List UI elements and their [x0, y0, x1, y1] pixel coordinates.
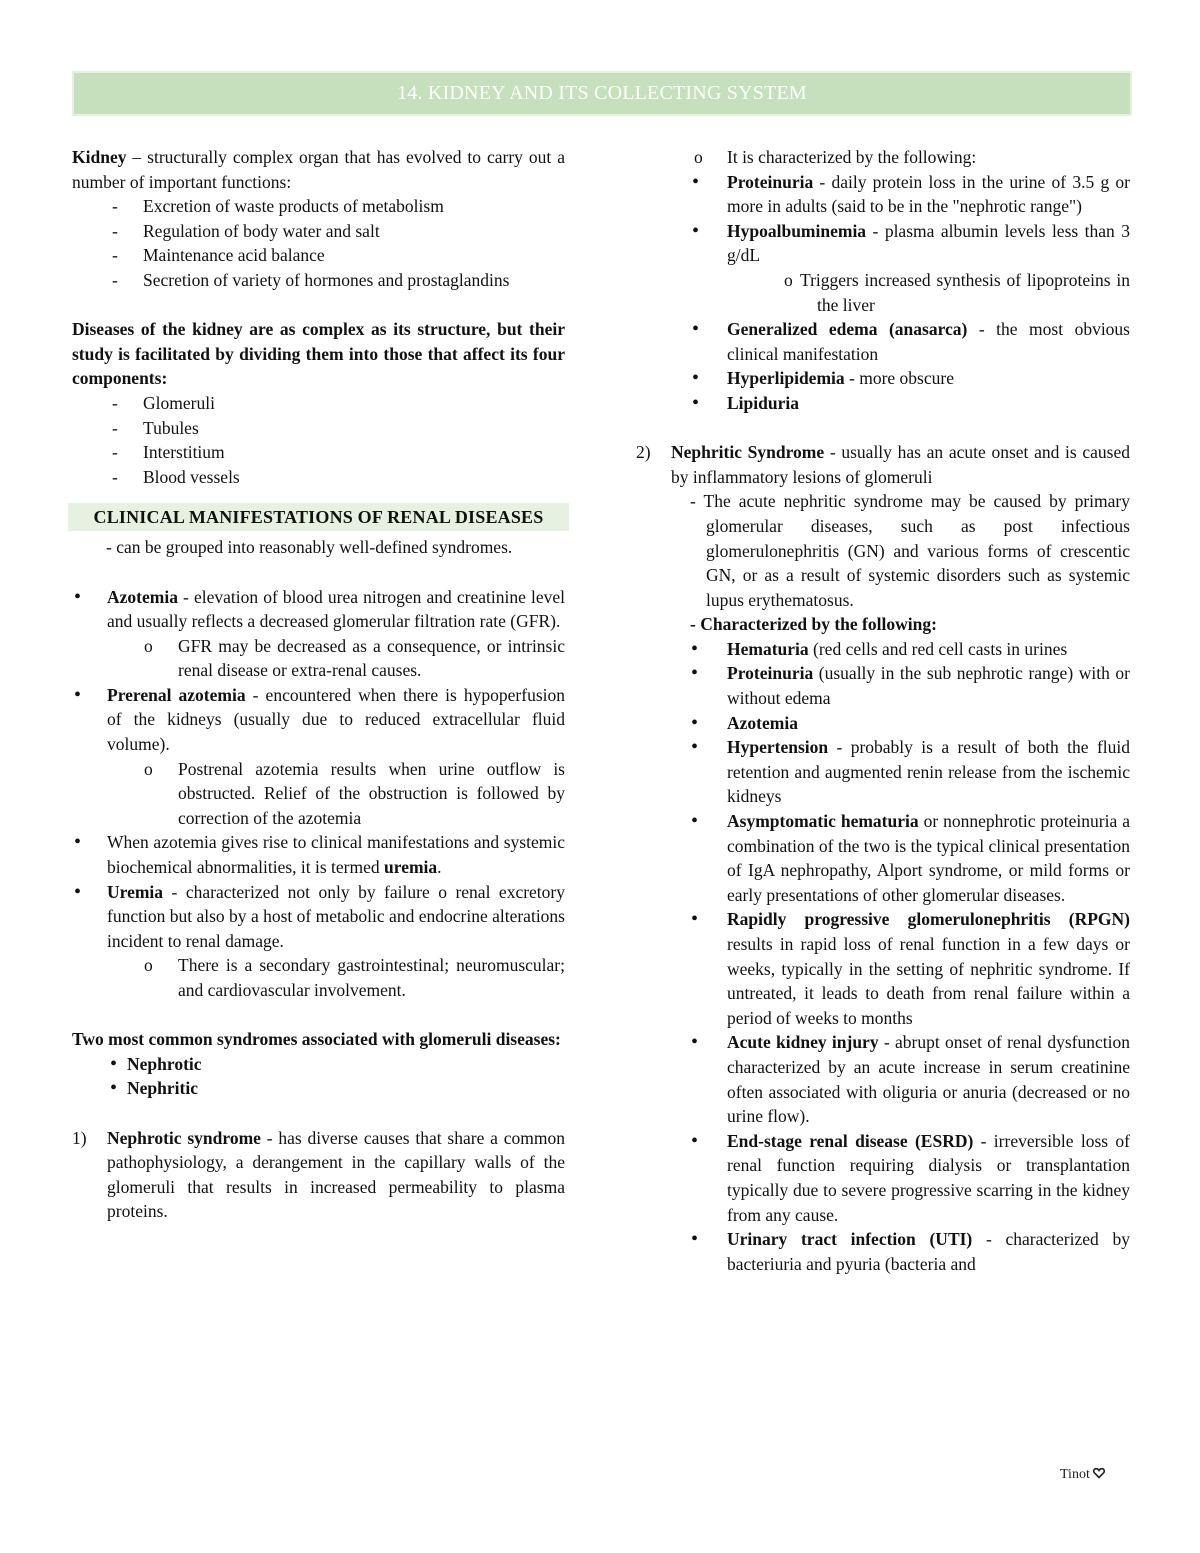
diseases-intro: Diseases of the kidney are as complex as its structure, but their study is facilitated by dividing them into those that affect its four components: [72, 319, 565, 389]
function-item: - Excretion of waste products of metabolism [72, 194, 565, 219]
prerenal-item: • Prerenal azotemia - encountered when there is hypoperfusion of the kidneys (usually due to reduced extracellular fluid volume). [72, 683, 565, 757]
section-heading: CLINICAL MANIFESTATIONS OF RENAL DISEASES [68, 503, 569, 531]
two-syndromes-heading: Two most common syndromes associated with glomeruli diseases: [72, 1029, 561, 1050]
function-item: - Regulation of body water and salt [72, 219, 565, 244]
syndrome-item: • Nephrotic [72, 1052, 565, 1077]
uremia-item: • Uremia - characterized not only by failure o renal excretory function but also by a host of metabolic and endocrine alterations incident to renal damage. [72, 880, 565, 954]
footer-author: Tinot [1060, 1467, 1090, 1482]
footer [1060, 1466, 1105, 1484]
proteinuria-item: • Proteinuria - daily protein loss in the urine of 3.5 g or more in adults (said to be in the "nephrotic range") [636, 170, 1130, 219]
uremia-sub: o There is a secondary gastrointestinal; neuromuscular; and cardiovascular involvement. [72, 953, 565, 1002]
azotemia-sub: o GFR may be decreased as a consequence, or intrinsic renal disease or extra-renal causes. [72, 634, 565, 683]
hypertension-item: • Hypertension - probably is a result of both the fluid retention and augmented renin release from the ischemic kidneys [636, 735, 1130, 809]
nephritic-characterized: - Characterized by the following: [690, 614, 937, 635]
kidney-definition: Kidney – structurally complex organ that has evolved to carry out a number of important functions: [72, 147, 565, 192]
hypoalbuminemia-item: • Hypoalbuminemia - plasma albumin levels less than 3 g/dL [636, 219, 1130, 268]
lipiduria-item: • Lipiduria [636, 391, 1130, 416]
page-title: 14. KIDNEY AND ITS COLLECTING SYSTEM [72, 71, 1132, 116]
component-item: - Glomeruli [72, 391, 565, 416]
edema-item: • Generalized edema (anasarca) - the most obvious clinical manifestation [636, 317, 1130, 366]
azotemia2-item: • Azotemia [636, 711, 1130, 736]
prerenal-sub: o Postrenal azotemia results when urine outflow is obstructed. Relief of the obstruction is followed by correction of the azotemia [72, 757, 565, 831]
right-column [636, 145, 1130, 1276]
rpgn-item: • Rapidly progressive glomerulonephritis (RPGN) results in rapid loss of renal function in a few days or weeks, typically in the setting of nephritic syndrome. If untreated, it leads to death from renal failure within a period of weeks to months [636, 907, 1130, 1030]
characterized-line: o It is characterized by the following: [636, 145, 1130, 170]
function-item: - Secretion of variety of hormones and prostaglandins [72, 268, 565, 293]
component-item: - Interstitium [72, 440, 565, 465]
nephritic-dash-item: - The acute nephritic syndrome may be caused by primary glomerular diseases, such as post infectious glomerulonephritis (GN) and various forms of crescentic GN, or as a result of systemic disorders such as systemic lupus erythematosus. [690, 491, 1130, 610]
uremia-intro-item: • When azotemia gives rise to clinical manifestations and systemic biochemical abnormalities, it is termed uremia. [72, 830, 565, 879]
hypoalbuminemia-sub: o Triggers increased synthesis of lipoproteins in the liver [784, 269, 1130, 315]
section-note: - can be grouped into reasonably well-defined syndromes. [106, 537, 513, 558]
proteinuria2-item: • Proteinuria (usually in the sub nephrotic range) with or without edema [636, 661, 1130, 710]
function-item: - Maintenance acid balance [72, 243, 565, 268]
aki-item: • Acute kidney injury - abrupt onset of renal dysfunction characterized by an acute increase in serum creatinine often associated with oliguria or anuria (decreased or no urine flow). [636, 1030, 1130, 1128]
asymptomatic-hematuria-item: • Asymptomatic hematuria or nonnephrotic proteinuria a combination of the two is the typical clinical presentation of IgA nephropathy, Alport syndrome, or mild forms or early presentations of other glomerular diseases. [636, 809, 1130, 907]
component-item: - Tubules [72, 416, 565, 441]
heart-icon [1093, 1467, 1105, 1479]
kidney-term: Kidney [72, 147, 127, 167]
syndrome-item: • Nephritic [72, 1076, 565, 1101]
esrd-item: • End-stage renal disease (ESRD) - irreversible loss of renal function requiring dialysis or transplantation typically due to severe progressive scarring in the kidney from any cause. [636, 1129, 1130, 1227]
hyperlipidemia-item: • Hyperlipidemia - more obscure [636, 366, 1130, 391]
hematuria-item: • Hematuria (red cells and red cell casts in urines [636, 637, 1130, 662]
azotemia-item: • Azotemia - elevation of blood urea nitrogen and creatinine level and usually reflects a decreased glomerular filtration rate (GFR). [72, 585, 565, 634]
nephritic-syndrome-item: 2) Nephritic Syndrome - usually has an acute onset and is caused by inflammatory lesions of glomeruli [636, 442, 1131, 487]
uti-item: • Urinary tract infection (UTI) - characterized by bacteriuria and pyuria (bacteria and [636, 1227, 1130, 1276]
component-item: - Blood vessels [72, 465, 565, 490]
left-column [72, 145, 565, 1224]
nephrotic-syndrome-item: 1) Nephrotic syndrome - has diverse causes that share a common pathophysiology, a derangement in the capillary walls of the glomeruli that results in increased permeability to plasma proteins. [72, 1127, 565, 1222]
